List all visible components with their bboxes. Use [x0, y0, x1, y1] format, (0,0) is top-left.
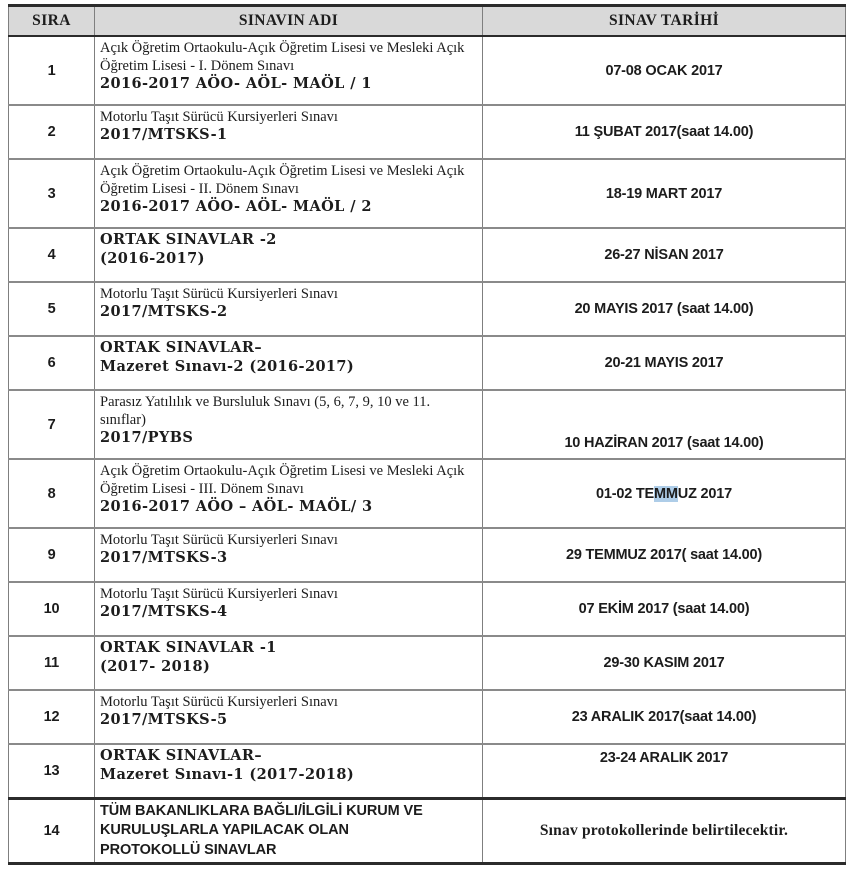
exam-date: 07-08 OCAK 2017: [483, 36, 846, 105]
exam-name-cell: [95, 459, 483, 528]
column-header-sinav-tarihi: SINAV TARİHİ: [483, 6, 846, 37]
exam-date: 23-24 ARALIK 2017: [483, 744, 846, 798]
table-row: [9, 459, 846, 528]
exam-date: 18-19 MART 2017: [483, 159, 846, 228]
exam-date: [483, 459, 846, 528]
table-row: [9, 336, 846, 390]
exam-date: 29 TEMMUZ 2017( saat 14.00): [483, 528, 846, 582]
exam-code: 2017/PYBS: [100, 429, 194, 447]
exam-date-text: UZ 2017: [677, 485, 733, 502]
table-row: [9, 105, 846, 159]
exam-desc: Motorlu Taşıt Sürücü Kursiyerleri Sınavı: [100, 532, 338, 548]
exam-code: ORTAK SINAVLAR -2: [100, 231, 277, 248]
exam-name-cell: [95, 36, 483, 105]
exam-code: 2016-2017 AÖO- AÖL- MAÖL / 2: [100, 198, 372, 216]
exam-name-cell: [95, 105, 483, 159]
exam-code: ORTAK SINAVLAR–: [100, 747, 263, 764]
table-row: [9, 582, 846, 636]
column-header-sinavin-adi: SINAVIN ADI: [95, 6, 483, 37]
exam-date: 26-27 NİSAN 2017: [483, 228, 846, 282]
table-row: [9, 228, 846, 282]
row-number: 8: [9, 459, 95, 528]
exam-date-text: 01-02 TE: [595, 485, 655, 502]
row-number: 13: [9, 744, 95, 798]
exam-schedule-table: [8, 4, 846, 865]
table-header-row: [9, 6, 846, 37]
exam-name-cell: [95, 744, 483, 798]
exam-date: 11 ŞUBAT 2017(saat 14.00): [483, 105, 846, 159]
exam-code: 2016-2017 AÖO- AÖL- MAÖL / 1: [100, 75, 372, 93]
row-number: 12: [9, 690, 95, 744]
exam-date: 07 EKİM 2017 (saat 14.00): [483, 582, 846, 636]
row-number: 10: [9, 582, 95, 636]
exam-code: 2017/MTSKS-1: [100, 126, 228, 144]
table-row: [9, 36, 846, 105]
exam-name-cell: [95, 528, 483, 582]
exam-code: Mazeret Sınavı-1 (2017-2018): [100, 765, 355, 783]
column-header-sira: SIRA: [9, 6, 95, 37]
exam-desc: Motorlu Taşıt Sürücü Kursiyerleri Sınavı: [100, 694, 338, 710]
exam-desc: Parasız Yatılılık ve Bursluluk Sınavı (5, 6, 7, 9, 10 ve 11. sınıflar): [100, 394, 431, 429]
exam-code: ORTAK SINAVLAR -1: [100, 639, 277, 656]
row-number: 5: [9, 282, 95, 336]
row-number: 1: [9, 36, 95, 105]
exam-name-cell: [95, 159, 483, 228]
exam-date: Sınav protokollerinde belirtilecektir.: [483, 798, 846, 864]
row-number: 9: [9, 528, 95, 582]
table-row: [9, 690, 846, 744]
exam-name-cell: [95, 336, 483, 390]
row-number: 14: [9, 798, 95, 864]
row-number: 7: [9, 390, 95, 459]
table-row: [9, 528, 846, 582]
exam-code: (2017- 2018): [100, 657, 211, 675]
exam-name-cell: [95, 228, 483, 282]
table-row: [9, 744, 846, 798]
table-row: [9, 636, 846, 690]
exam-date: 20 MAYIS 2017 (saat 14.00): [483, 282, 846, 336]
row-number: 6: [9, 336, 95, 390]
exam-date: 20-21 MAYIS 2017: [483, 336, 846, 390]
exam-date: 29-30 KASIM 2017: [483, 636, 846, 690]
exam-date: 23 ARALIK 2017(saat 14.00): [483, 690, 846, 744]
exam-code: ORTAK SINAVLAR–: [100, 339, 263, 356]
exam-code: 2017/MTSKS-3: [100, 549, 228, 567]
exam-date: 10 HAZİRAN 2017 (saat 14.00): [483, 390, 846, 459]
table-row: [9, 159, 846, 228]
table-row: [9, 390, 846, 459]
exam-desc: Motorlu Taşıt Sürücü Kursiyerleri Sınavı: [100, 109, 338, 125]
exam-name-cell: [95, 636, 483, 690]
exam-name-cell: [95, 282, 483, 336]
row-number: 11: [9, 636, 95, 690]
exam-code: 2016-2017 AÖO – AÖL- MAÖL/ 3: [100, 498, 373, 516]
exam-name-cell: [95, 582, 483, 636]
exam-code: 2017/MTSKS-2: [100, 303, 228, 321]
exam-name-cell: [95, 390, 483, 459]
exam-code: 2017/MTSKS-5: [100, 711, 228, 729]
exam-desc: Açık Öğretim Ortaokulu-Açık Öğretim Lisesi ve Mesleki Açık Öğretim Lisesi - II. Dönem Sınavı: [100, 163, 465, 198]
exam-desc: Motorlu Taşıt Sürücü Kursiyerleri Sınavı: [100, 286, 338, 302]
selection-highlight: MM: [654, 485, 678, 502]
exam-desc: TÜM BAKANLIKLARA BAĞLI/İLGİLİ KURUM VE KURULUŞLARLA YAPILACAK OLAN PROTOKOLLÜ SINAVLAR: [100, 802, 423, 858]
exam-desc: Açık Öğretim Ortaokulu-Açık Öğretim Lisesi ve Mesleki Açık Öğretim Lisesi - III. Dönem Sınavı: [100, 463, 465, 498]
exam-code: 2017/MTSKS-4: [100, 603, 228, 621]
table-row: [9, 798, 846, 864]
exam-name-cell: [95, 690, 483, 744]
row-number: 2: [9, 105, 95, 159]
exam-desc: Açık Öğretim Ortaokulu-Açık Öğretim Lisesi ve Mesleki Açık Öğretim Lisesi - I. Dönem Sınavı: [100, 40, 465, 75]
table-row: [9, 282, 846, 336]
exam-code: Mazeret Sınavı-2 (2016-2017): [100, 357, 355, 375]
exam-code: (2016-2017): [100, 249, 205, 267]
row-number: 3: [9, 159, 95, 228]
row-number: 4: [9, 228, 95, 282]
exam-desc: Motorlu Taşıt Sürücü Kursiyerleri Sınavı: [100, 586, 338, 602]
exam-name-cell: [95, 798, 483, 864]
